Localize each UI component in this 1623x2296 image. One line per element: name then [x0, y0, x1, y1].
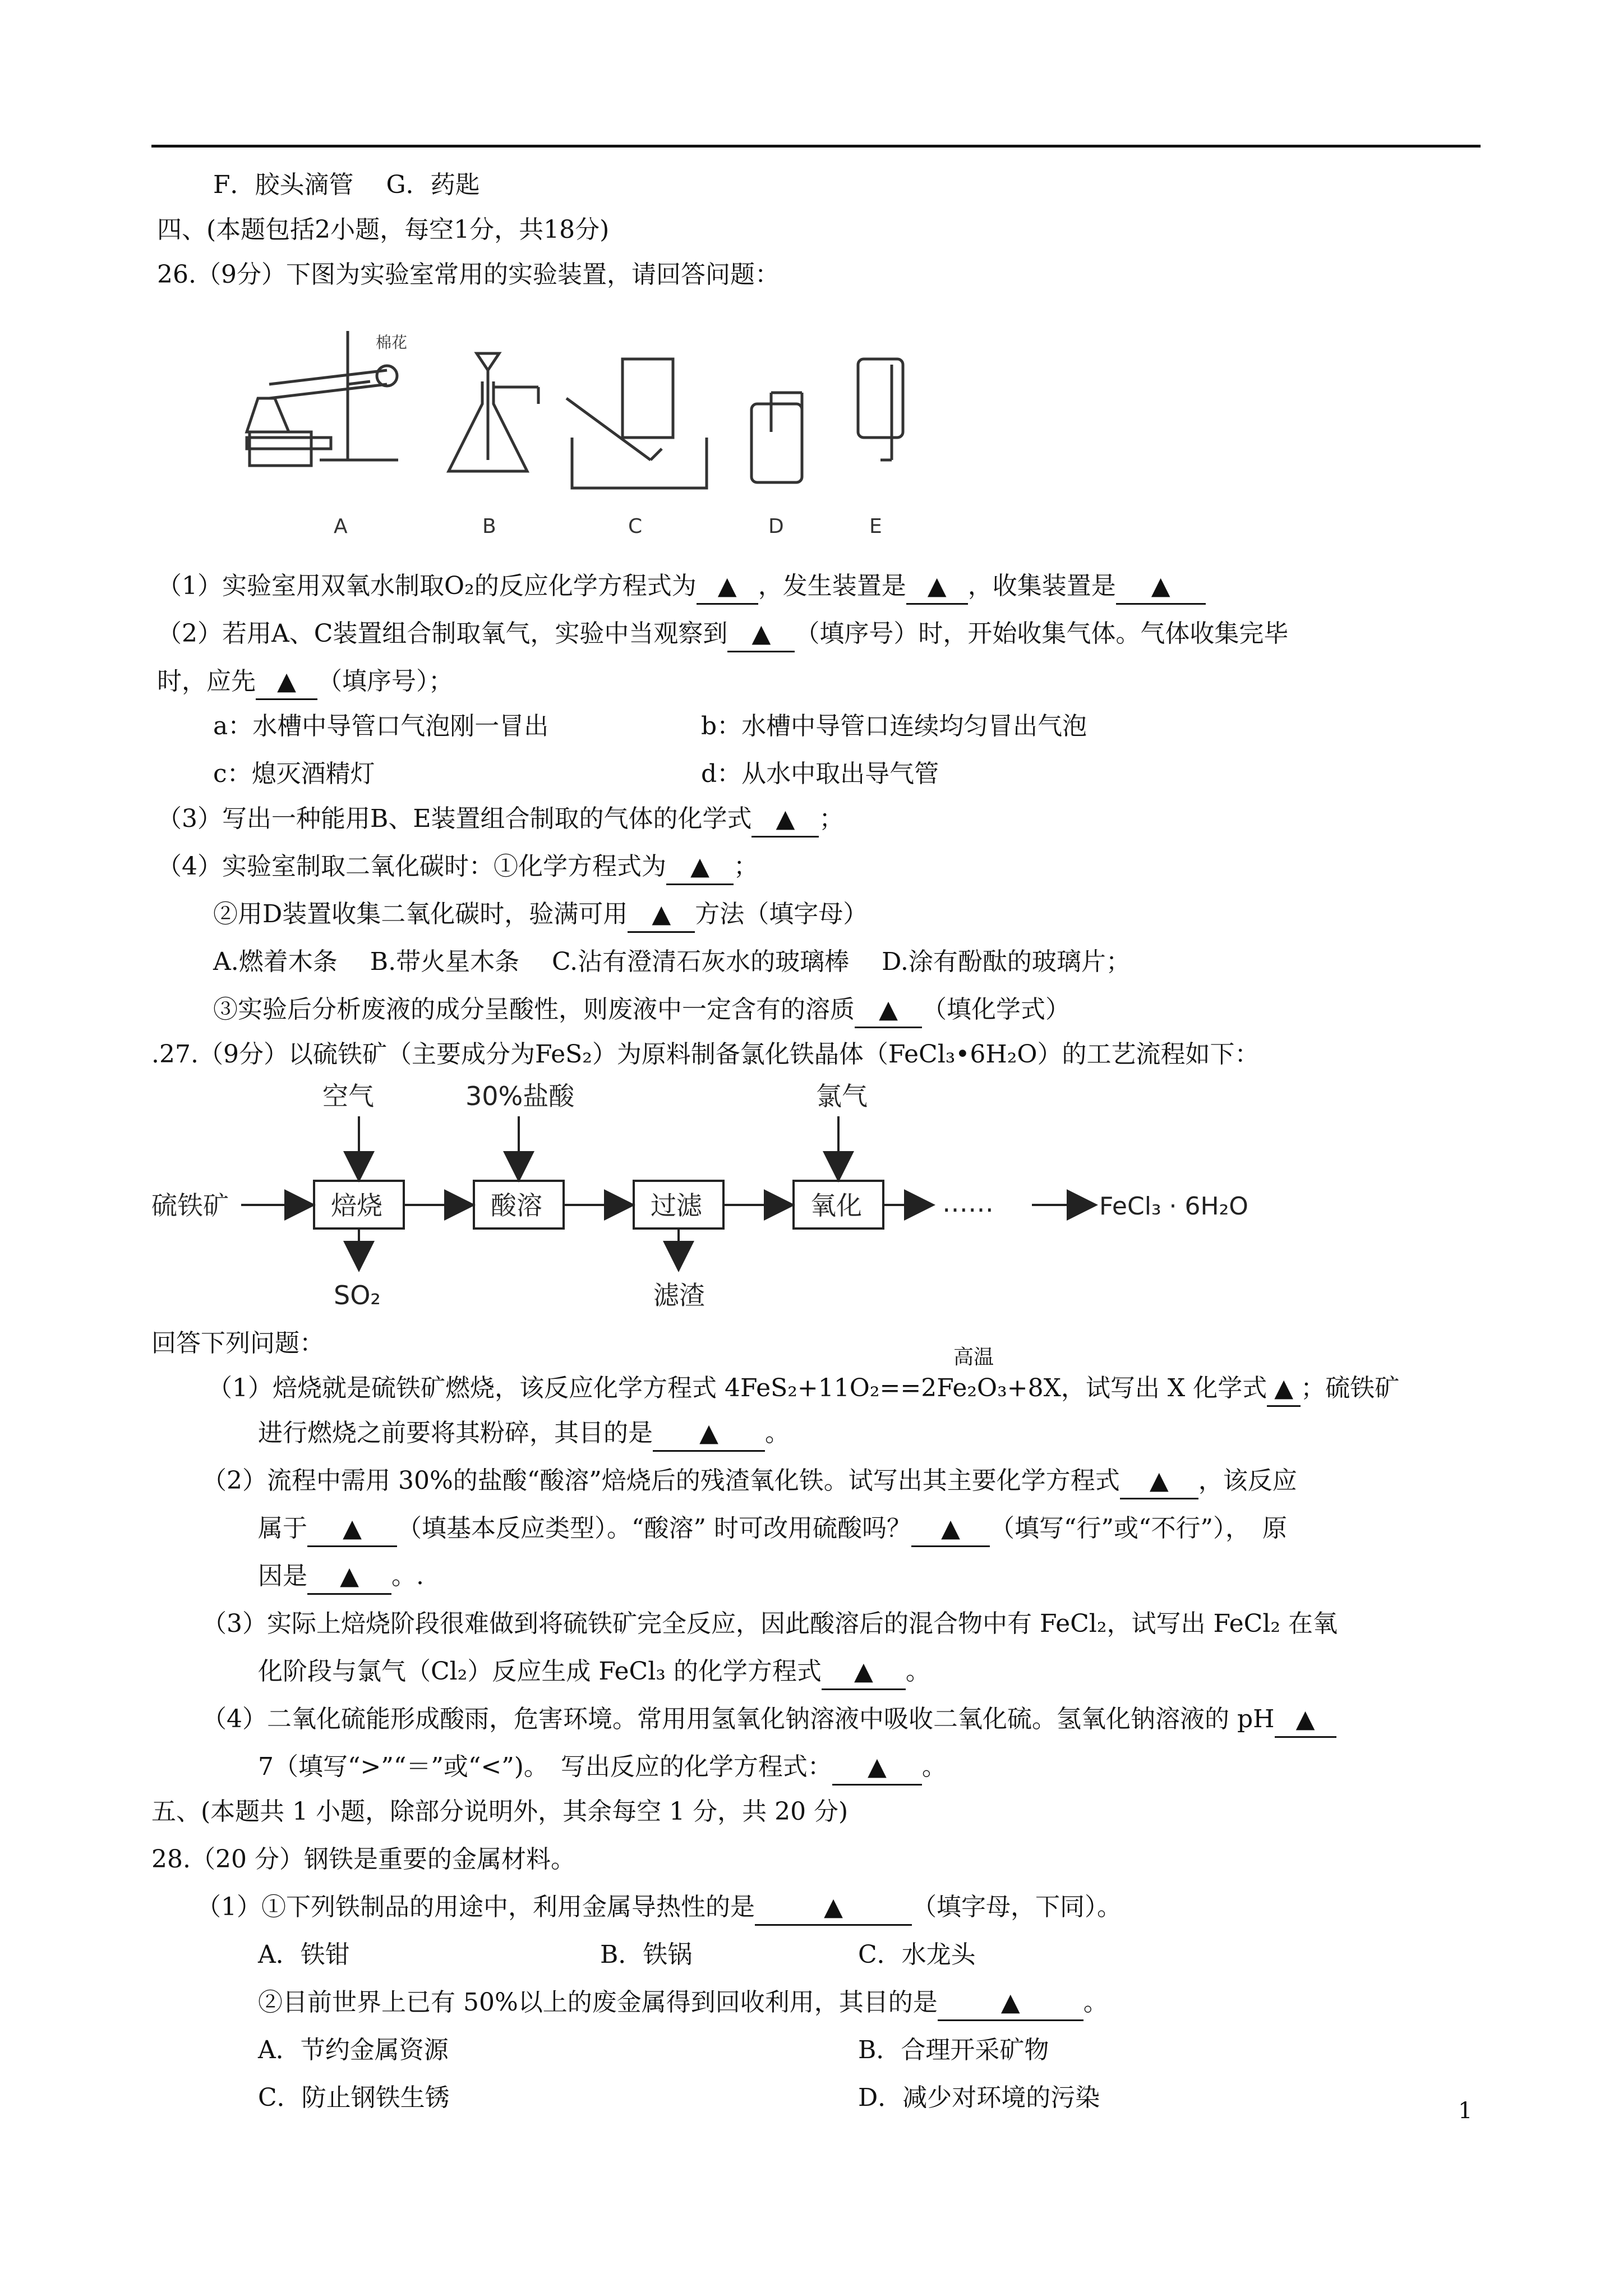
question-28-2: [258, 1986, 1108, 2021]
text: 属于: [258, 1514, 307, 1543]
question-27-2-cont: [258, 1512, 1287, 1547]
answer-blank[interactable]: ▲: [256, 665, 317, 700]
text: ②用D装置收集二氧化碳时，验满可用: [213, 900, 628, 928]
question-27-1: [208, 1372, 1399, 1407]
apparatus-d: [751, 393, 802, 538]
option-a: A．节约金属资源: [258, 2036, 449, 2064]
answer-blank[interactable]: ▲: [822, 1655, 906, 1690]
question-27: .27.（9分）以硫铁矿（主要成分为FeS₂）为原料制备氯化铁晶体（FeCl₃•6H₂O）的工艺流程如下：: [151, 1040, 1260, 1069]
question-26-3: [157, 802, 843, 838]
text: （2）流程中需用 30%的盐酸“酸溶”焙烧后的残渣氧化铁。试写出其主要化学方程式: [202, 1466, 1120, 1495]
question-26-2-cont: [157, 665, 453, 700]
page-number: 1: [1458, 2098, 1473, 2124]
question-28-1: [196, 1890, 1122, 1926]
question-27-2: [202, 1464, 1297, 1499]
option-d: D．减少对环境的污染: [858, 2083, 1100, 2112]
text: ；: [734, 852, 758, 881]
answer-blank[interactable]: ▲: [832, 1750, 922, 1786]
flow-chlorine: 氯气: [816, 1081, 868, 1111]
question-26-4: [157, 850, 758, 885]
answer-blank[interactable]: ▲: [906, 569, 968, 605]
label-e: E: [869, 515, 882, 538]
cotton-label: 棉花: [376, 333, 408, 352]
option-d: d：从水中取出导气管: [701, 760, 939, 788]
question-27-2-reason: [258, 1559, 424, 1595]
text: 。: [765, 1419, 790, 1447]
answer-blank[interactable]: ▲: [855, 993, 922, 1028]
label-a: A: [334, 515, 348, 538]
text: （1）实验室用双氧水制取O₂的反应化学方程式为: [157, 572, 697, 600]
apparatus-b: [449, 353, 538, 538]
section-heading: 五、(本题共 1 小题，除部分说明外，其余每空 1 分，共 20 分): [151, 1797, 849, 1826]
header-rule: [151, 145, 1481, 148]
condition-label: 高温: [953, 1346, 994, 1369]
text-line: F．胶头滴管 G．药匙: [213, 171, 480, 199]
text: 化阶段与氯气（Cl₂）反应生成 FeCl₃ 的化学方程式: [258, 1657, 822, 1686]
text: （1）焙烧就是硫铁矿燃烧，该反应化学方程式 4FeS₂+11O₂==2Fe₂O₃+8X，试写出 X 化学式: [208, 1374, 1267, 1402]
question-26-4-2: [213, 898, 868, 933]
answer-blank[interactable]: ▲: [727, 617, 795, 652]
flow-step-oxidize: 氧化: [810, 1190, 862, 1221]
option-c: c：熄灭酒精灯: [213, 760, 375, 788]
question-27-4-cont: [258, 1750, 947, 1786]
option-c: C．防止钢铁生锈: [258, 2083, 450, 2112]
label-c: C: [628, 515, 643, 538]
flow-step-roast: 焙烧: [331, 1190, 382, 1221]
text: （填写“行”或“不行”）， 原: [989, 1514, 1287, 1543]
text: （1）①下列铁制品的用途中，利用金属导热性的是: [196, 1893, 755, 1921]
text: 因是: [258, 1562, 307, 1590]
answer-blank[interactable]: ▲: [1267, 1372, 1301, 1407]
text: （填化学式）: [922, 995, 1070, 1024]
text: 。: [1083, 1988, 1108, 2017]
flow-input: 硫铁矿: [151, 1190, 229, 1221]
apparatus-figure: [236, 320, 1049, 544]
text: 。.: [391, 1562, 424, 1590]
answer-blank[interactable]: ▲: [1120, 1464, 1198, 1499]
option-b: b：水槽中导管口连续均匀冒出气泡: [701, 712, 1087, 740]
option-b: B．合理开采矿物: [858, 2036, 1049, 2064]
flow-air: 空气: [322, 1081, 374, 1111]
text: ，该反应: [1198, 1466, 1297, 1495]
text: ③实验后分析废液的成分呈酸性，则废液中一定含有的溶质: [213, 995, 855, 1024]
text: （填序号）时，开始收集气体。气体收集完毕: [795, 619, 1289, 648]
text: ；: [819, 804, 844, 833]
flow-diagram: [151, 1077, 1301, 1324]
answer-blank[interactable]: ▲: [653, 1416, 765, 1452]
section-heading: 四、(本题包括2小题，每空1分，共18分): [157, 215, 610, 244]
flow-step-dissolve: 酸溶: [491, 1190, 542, 1221]
answer-blank[interactable]: ▲: [755, 1890, 912, 1926]
answer-blank[interactable]: ▲: [628, 898, 695, 933]
answer-blank[interactable]: ▲: [1275, 1703, 1336, 1738]
text: 。: [905, 1657, 930, 1686]
text: ②目前世界上已有 50%以上的废金属得到回收利用，其目的是: [258, 1988, 938, 2017]
label-b: B: [482, 515, 496, 538]
option-c: C．水龙头: [858, 1940, 976, 1969]
answer-blank[interactable]: ▲: [911, 1512, 990, 1547]
question-28: 28.（20 分）钢铁是重要的金属材料。: [151, 1845, 575, 1874]
question-26-4-3: [213, 993, 1070, 1028]
answer-prompt: 回答下列问题：: [151, 1329, 324, 1358]
text: （填基本反应类型）。“酸溶” 时可改用硫酸吗？: [397, 1514, 911, 1543]
text: （4）实验室制取二氧化碳时：①化学方程式为: [157, 852, 666, 881]
option-b: B．铁锅: [600, 1940, 693, 1969]
apparatus-e: [858, 359, 903, 538]
text: 方法（填字母）: [695, 900, 868, 928]
option-a: a：水槽中导管口气泡刚一冒出: [213, 712, 549, 740]
text: 。: [921, 1752, 947, 1781]
answer-blank[interactable]: ▲: [1116, 569, 1206, 605]
question-27-3: （3）实际上焙烧阶段很难做到将硫铁矿完全反应，因此酸溶后的混合物中有 FeCl₂，试写出 FeCl₂ 在氧: [202, 1609, 1338, 1638]
flow-acid: 30%盐酸: [465, 1081, 575, 1111]
text: （3）写出一种能用B、E装置组合制取的气体的化学式: [157, 804, 752, 833]
apparatus-a: [247, 331, 407, 538]
flow-product: FeCl₃ · 6H₂O: [1099, 1192, 1248, 1221]
question-27-1-cont: [258, 1416, 790, 1452]
answer-blank[interactable]: ▲: [307, 1512, 397, 1547]
answer-blank[interactable]: ▲: [751, 802, 819, 838]
question-27-4: [202, 1703, 1336, 1738]
question-26-1: [157, 569, 1206, 605]
question-26-2: [157, 617, 1288, 652]
answer-blank[interactable]: ▲: [666, 850, 734, 885]
label-d: D: [768, 515, 784, 538]
text: （填字母，下同）。: [912, 1893, 1122, 1921]
text: （填序号）；: [317, 667, 453, 696]
text: 7（填写“>”“＝”或“<”)。 写出反应的化学方程式：: [258, 1752, 832, 1781]
flow-step-filter: 过滤: [651, 1190, 702, 1221]
text: ，收集装置是: [967, 572, 1116, 600]
text: ，发生装置是: [758, 572, 906, 600]
text: ；硫铁矿: [1301, 1374, 1400, 1402]
question-27-3-cont: [258, 1655, 930, 1690]
flow-residue: 滤渣: [653, 1280, 705, 1310]
apparatus-c: [566, 359, 707, 538]
answer-blank[interactable]: ▲: [307, 1559, 391, 1595]
option-a: A．铁钳: [258, 1940, 350, 1969]
text: （4）二氧化硫能形成酸雨，危害环境。常用用氢氧化钠溶液中吸收二氧化硫。氢氧化钠溶液的 pH: [202, 1705, 1275, 1733]
question-heading: 26.（9分）下图为实验室常用的实验装置，请回答问题：: [157, 260, 780, 289]
answer-blank[interactable]: ▲: [938, 1986, 1083, 2021]
flow-so2: SO₂: [334, 1280, 381, 1310]
answer-blank[interactable]: ▲: [697, 569, 758, 605]
flow-dots: ……: [942, 1188, 994, 1218]
text: （2）若用A、C装置组合制取氧气，实验中当观察到: [157, 619, 728, 648]
question-26-4-options: A.燃着木条 B.带火星木条 C.沾有澄清石灰水的玻璃棒 D.涂有酚酞的玻璃片；: [213, 947, 1131, 976]
text: 时，应先: [157, 667, 256, 696]
text: 进行燃烧之前要将其粉碎，其目的是: [258, 1419, 653, 1447]
